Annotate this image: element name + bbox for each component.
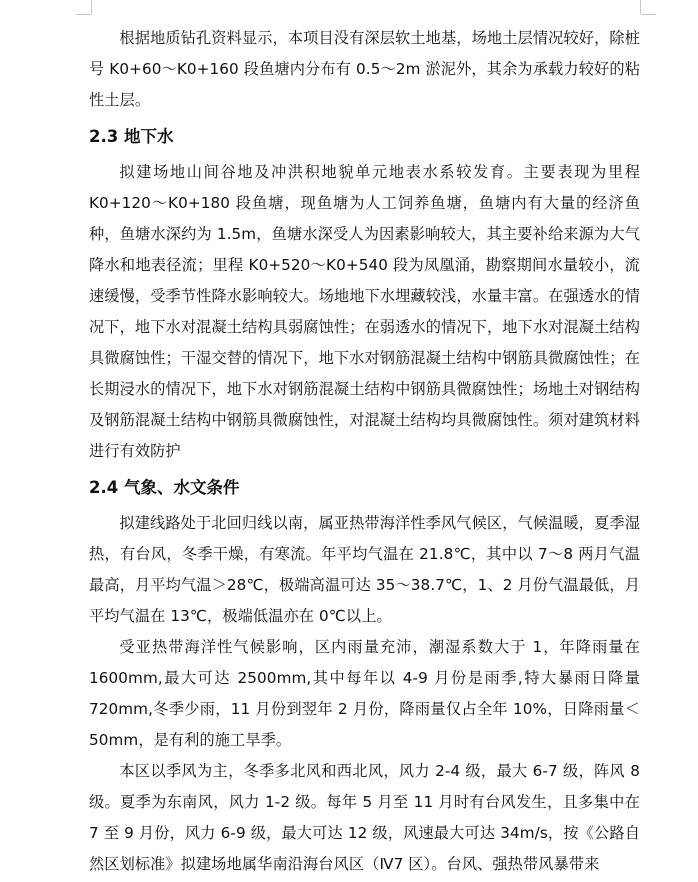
margin-corner-mark bbox=[76, 14, 91, 15]
paragraph-wind: 本区以季风为主，冬季多北风和西北风，风力 2-4 级，最大 6-7 级，阵风 8 级。夏季为东南风，风力 1-2 级。每年 5 月至 11 月时有台风发生，且多集中在 7 至 9 月份，风力 6-9 级，最大可达 12 级，风速最大可达 34m/s，按《公路自然区划标准》拟建场地属华南沿海台风区（Ⅳ7 区）。台风、强热带风暴带来 bbox=[89, 762, 640, 873]
paragraph-groundwater: 拟建场地山间谷地及冲洪积地貌单元地表水系较发育。主要表现为里程 K0+120～K0+180 段鱼塘，现鱼塘为人工饲养鱼塘，鱼塘内有大量的经济鱼种，鱼塘水深约为 1.5m，鱼塘水深受人为因素影响较大，其主要补给来源为大气降水和地表径流；里程 K0+520～K0+540 段为凤凰涌，勘察期间水量较小，流速缓慢，受季节性降水影响较大。场地地下水埋藏较浅，水量丰富。在强透水的情况下，地下水对混凝土结构具弱腐蚀性；在弱透水的情况下，地下水对混凝土结构具微腐蚀性；干湿交替的情况下，地下水对钢筋混凝土结构中钢筋具微腐蚀性；在长期浸水的情况下，地下水对钢筋混凝土结构中钢筋具微腐蚀性；场地土对钢结构及钢筋混凝土结构中钢筋具微腐蚀性，对混凝土结构均具微腐蚀性。须对建筑材料进行有效防护 bbox=[89, 163, 640, 460]
paragraph-rainfall: 受亚热带海洋性气候影响，区内雨量充沛，潮湿系数大于 1，年降雨量在 1600mm,最大可达 2500mm,其中每年以 4-9 月份是雨季,特大暴雨日降量 720mm,冬季少雨，11 月份到翌年 2 月份，降雨量仅占全年 10%，日降雨量＜50mm，是有利的施工旱季。 bbox=[89, 638, 640, 749]
document-body[interactable] bbox=[89, 23, 640, 880]
paragraph-soil: 根据地质钻孔资料显示，本项目没有深层软土地基，场地土层情况较好，除桩号 K0+60～K0+160 段鱼塘内分布有 0.5～2m 淤泥外，其余为承载力较好的粘性土层。 bbox=[89, 29, 640, 109]
margin-corner-mark bbox=[91, 0, 92, 14]
margin-corner-mark bbox=[640, 0, 641, 14]
section-heading-groundwater: 2.3 地下水 bbox=[89, 127, 174, 146]
margin-corner-mark bbox=[641, 14, 656, 15]
section-heading-climate: 2.4 气象、水文条件 bbox=[89, 478, 240, 497]
paragraph-temperature: 拟建线路处于北回归线以南，属亚热带海洋性季风气候区，气候温暖，夏季湿热，有台风，冬季干燥，有寒流。年平均气温在 21.8℃，其中以 7～8 两月气温最高，月平均气温＞28℃，极端高温可达 35～38.7℃，1、2 月份气温最低，月平均气温在 13℃，极端低温亦在 0℃以上。 bbox=[89, 514, 640, 625]
